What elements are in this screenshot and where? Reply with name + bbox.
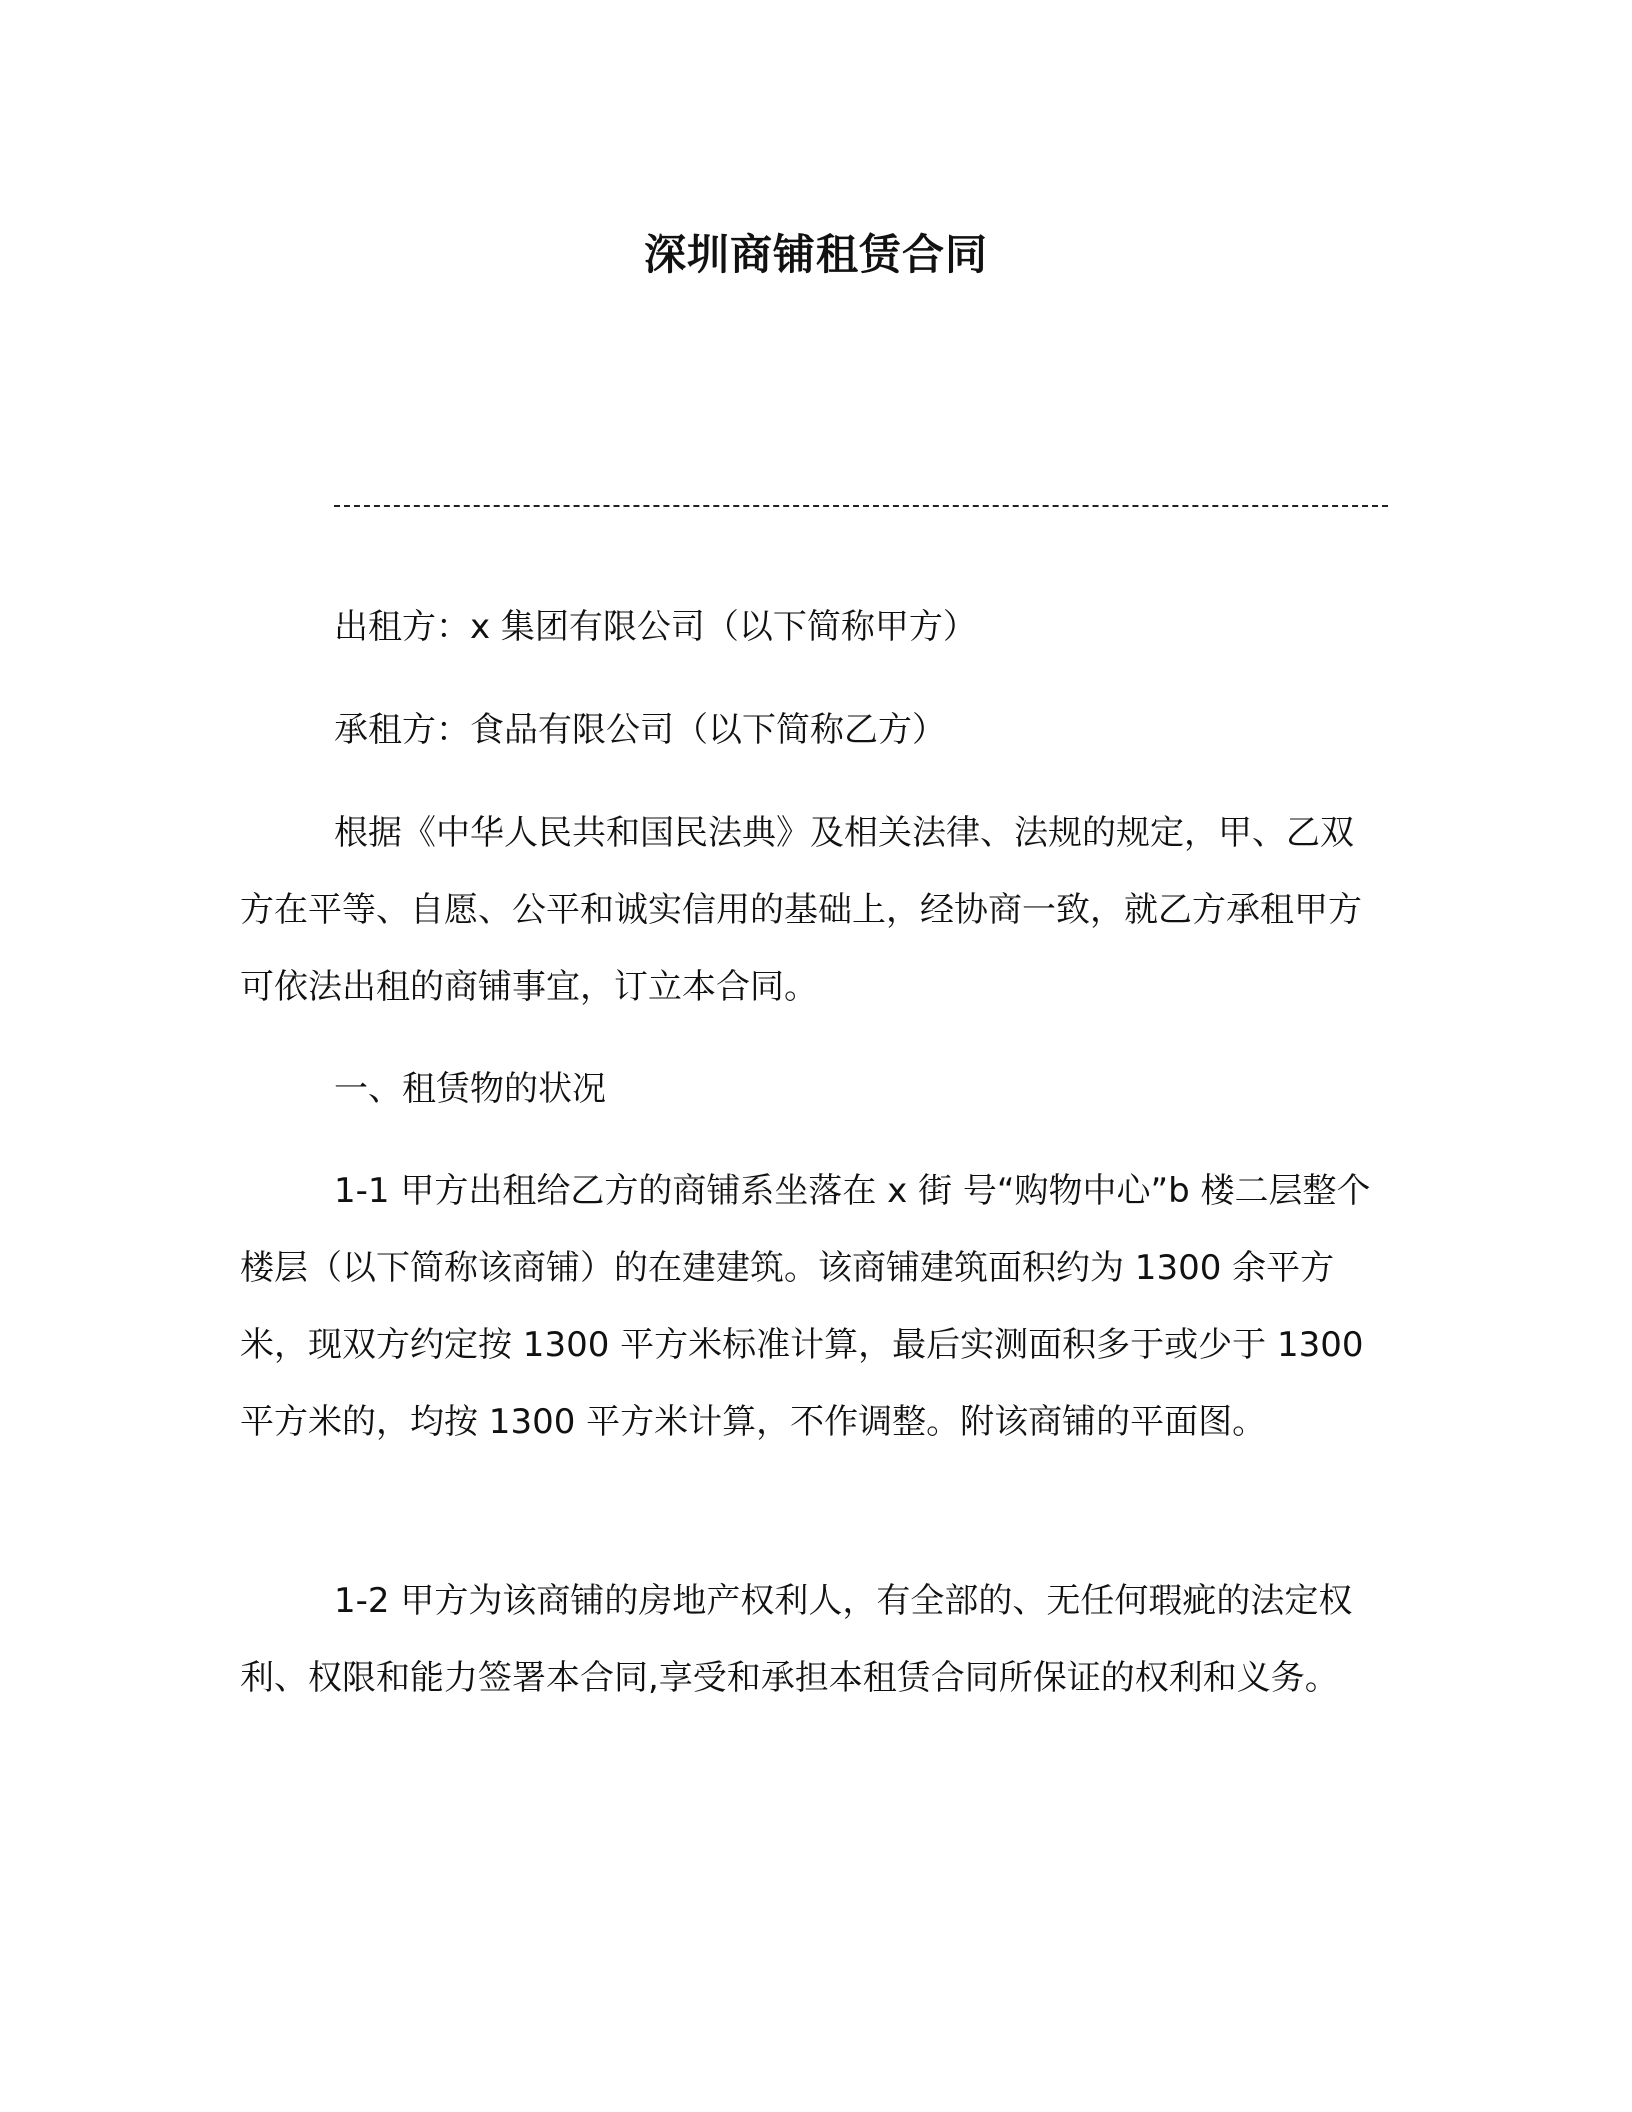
dashed-divider — [334, 505, 1388, 507]
document-title: 深圳商铺租赁合同 — [643, 230, 988, 279]
clause-1-1: 1-1 甲方出租给乙方的商铺系坐落在 x 街 号“购物中心”b 楼二层整个楼层（以下简称该商铺）的在建建筑。该商铺建筑面积约为 1300 余平方米，现双方约定按 1300 平方米标准计算，最后实测面积多于或少于 1300 平方米的，均按 1300 平方米计算，不作调整。附该商铺的平面图。 — [240, 1171, 1371, 1442]
section-heading: 一、租赁物的状况 — [334, 1069, 606, 1109]
clause-1-2: 1-2 甲方为该商铺的房地产权利人，有全部的、无任何瑕疵的法定权利、权限和能力签署本合同,享受和承担本租赁合同所保证的权利和义务。 — [240, 1581, 1353, 1698]
lessor-line: 出租方：x 集团有限公司（以下简称甲方） — [334, 607, 977, 647]
intro-paragraph: 根据《中华人民共和国民法典》及相关法律、法规的规定，甲、乙双方在平等、自愿、公平和诚实信用的基础上，经协商一致，就乙方承租甲方可依法出租的商铺事宜，订立本合同。 — [240, 813, 1362, 1007]
lessee-line: 承租方：食品有限公司（以下简称乙方） — [334, 710, 946, 750]
